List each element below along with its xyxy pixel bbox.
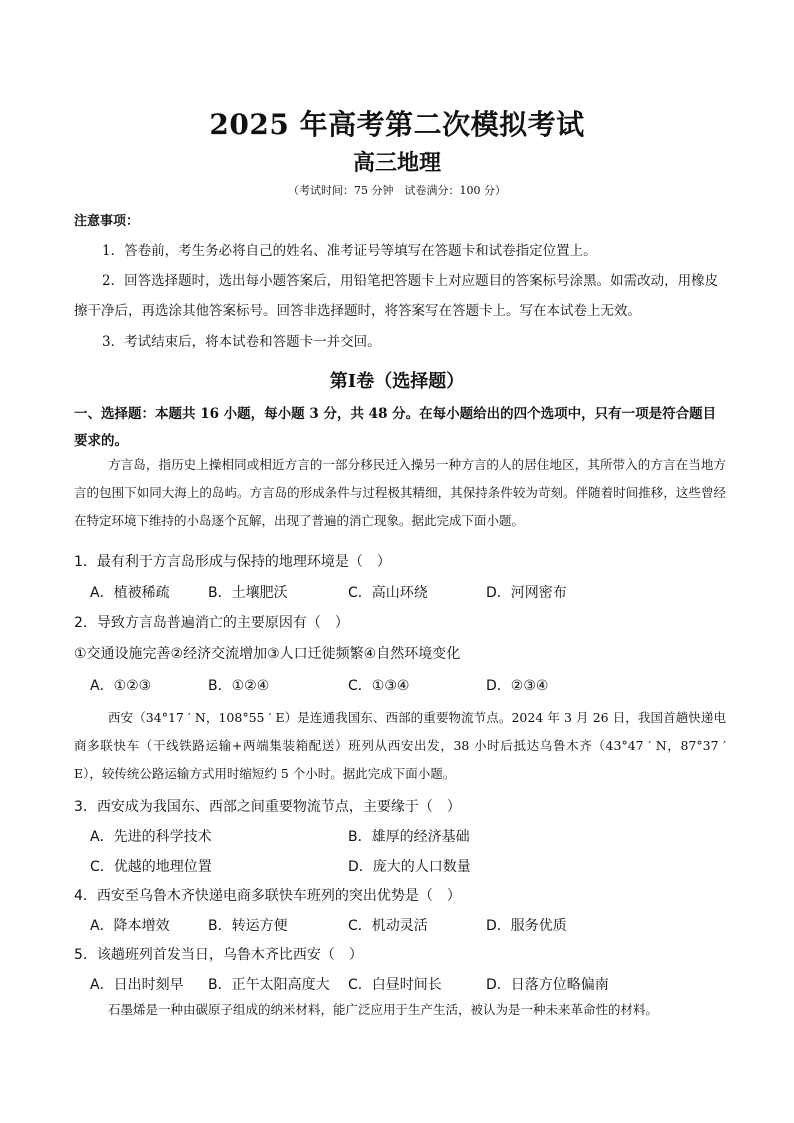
question-4-option-c[interactable]: C．机动灵活 [348, 918, 428, 934]
passage-2: 西安（34°17 ′ N，108°55 ′ E）是连通我国东、西部的重要物流节点。2024 年 3 月 26 日，我国首趟快递电商多联快车（干线铁路运输+两端集装箱配送）班列从西安出发，38 小时后抵达乌鲁木齐（43°47 ′ N，87°37 ′ E），较传统公路运输方式用时缩短约 5 个小时。据此完成下面小题。 [74, 710, 726, 781]
exam-time-info: （考试时间：75 分钟 试卷满分：100 分） [288, 184, 506, 197]
notice-heading: 注意事项： [74, 214, 140, 229]
question-2-option-c[interactable]: C．①③④ [348, 678, 410, 694]
exam-subject: 高三地理 [352, 150, 441, 176]
question-1-option-b[interactable]: B．土壤肥沃 [208, 585, 288, 601]
question-5-stem: 5．该趟班列首发当日，乌鲁木齐比西安（ ） [74, 947, 363, 963]
notice-item-1: 1．答卷前，考生务必将自己的姓名、准考证号等填写在答题卡和试卷指定位置上。 [102, 243, 597, 259]
question-4-option-b[interactable]: B．转运方便 [208, 918, 288, 934]
question-4-stem: 4．西安至乌鲁木齐快递电商多联快车班列的突出优势是（ ） [74, 888, 461, 904]
question-5-option-a[interactable]: A．日出时刻早 [90, 977, 184, 993]
passage-1: 方言岛，指历史上操相同或相近方言的一部分移民迁入操另一种方言的人的居住地区，其所带入的方言在当地方言的包围下如同大海上的岛屿。方言岛的形成条件与过程极其精细，其保持条件较为苛刻。伴随着时间推移，这些曾经在特定环境下维持的小岛逐个瓦解，出现了普遍的消亡现象。据此完成下面小题。 [74, 457, 726, 528]
question-2-items: ①交通设施完善②经济交流增加③人口迁徙频繁④自然环境变化 [74, 646, 461, 662]
question-2-option-a[interactable]: A．①②③ [90, 678, 152, 694]
question-4-option-a[interactable]: A．降本增效 [90, 918, 170, 934]
question-1-stem: 1．最有利于方言岛形成与保持的地理环境是（ ） [74, 554, 391, 570]
question-2-stem: 2．导致方言岛普遍消亡的主要原因有（ ） [74, 615, 349, 631]
question-3-option-b[interactable]: B．雄厚的经济基础 [348, 829, 470, 845]
exam-title: 2025 年高考第二次模拟考试 [209, 108, 585, 141]
question-3-stem: 3．西安成为我国东、西部之间重要物流节点，主要缘于（ ） [74, 799, 461, 815]
question-4-option-d[interactable]: D．服务优质 [486, 918, 567, 934]
question-3-option-a[interactable]: A．先进的科学技术 [90, 829, 212, 845]
question-2-option-d[interactable]: D．②③④ [486, 678, 549, 694]
question-5-option-c[interactable]: C．白昼时间长 [348, 977, 442, 993]
question-2-option-b[interactable]: B．①②④ [208, 678, 270, 694]
passage-3: 石墨烯是一种由碳原子组成的纳米材料，能广泛应用于生产生活，被认为是一种未来革命性的材料。 [108, 1002, 659, 1017]
question-5-option-b[interactable]: B．正午太阳高度大 [208, 977, 330, 993]
question-5-option-d[interactable]: D．日落方位略偏南 [486, 977, 609, 993]
question-1-option-c[interactable]: C．高山环绕 [348, 585, 428, 601]
question-1-option-a[interactable]: A．植被稀疏 [90, 585, 170, 601]
notice-item-2: 2．回答选择题时，选出每小题答案后，用铅笔把答题卡上对应题目的答案标号涂黑。如需改动，用橡皮擦干净后，再选涂其他答案标号。回答非选择题时，将答案写在答题卡上。写在本试卷上无效。 [74, 273, 719, 319]
notice-item-3: 3．考试结束后，将本试卷和答题卡一并交回。 [102, 334, 381, 350]
question-1-option-d[interactable]: D．河网密布 [486, 585, 567, 601]
part-heading: 一、选择题：本题共 16 小题，每小题 3 分，共 48 分。在每小题给出的四个选项中，只有一项是符合题目要求的。 [74, 406, 717, 449]
question-3-option-c[interactable]: C．优越的地理位置 [90, 859, 212, 875]
question-3-option-d[interactable]: D．庞大的人口数量 [348, 859, 471, 875]
section-title: 第Ⅰ卷（选择题） [329, 371, 465, 392]
